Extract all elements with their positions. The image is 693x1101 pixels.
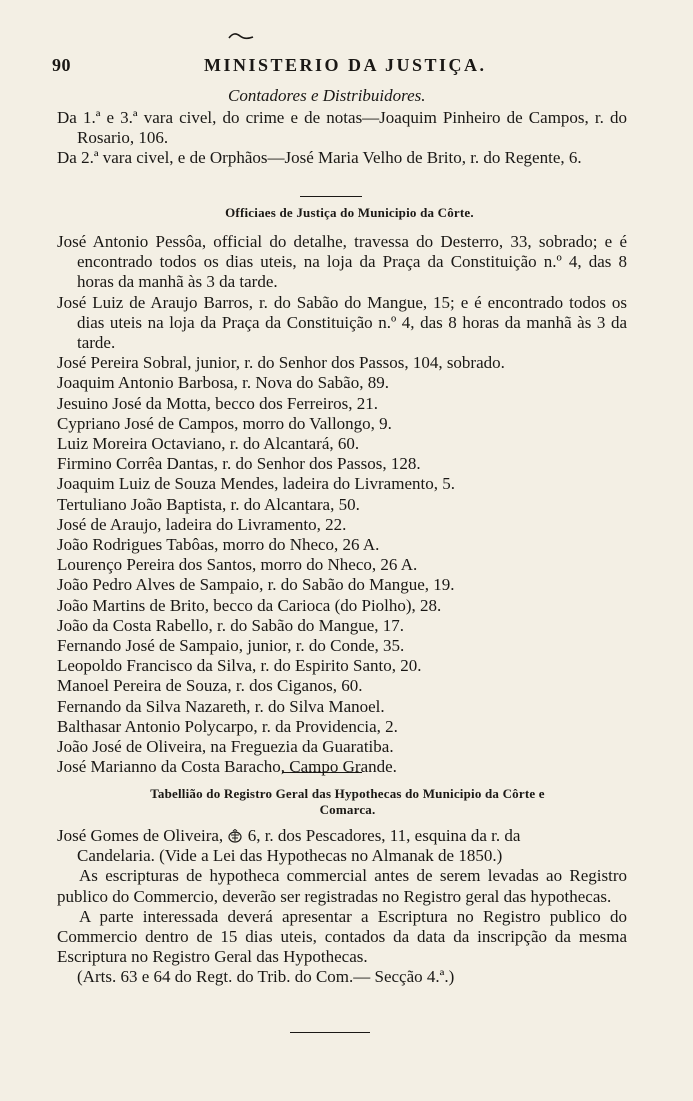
section-title-line: Comarca. — [319, 802, 376, 817]
list-item: Fernando da Silva Nazareth, r. do Silva Manoel. — [57, 696, 385, 716]
list-item: Fernando José de Sampaio, junior, r. do Conde, 35. — [57, 636, 405, 656]
list-item: Joaquim Luiz de Souza Mendes, ladeira do Livramento, 5. — [57, 474, 455, 494]
list-item: Luiz Moreira Octaviano, r. do Alcantará, 60. — [57, 434, 360, 454]
list-item: Joaquim Antonio Barbosa, r. Nova do Sabão, 89. — [57, 373, 389, 393]
registrar-name: José Gomes de Oliveira, — [57, 826, 224, 845]
tabelliao-body — [57, 826, 627, 988]
divider — [282, 772, 362, 773]
list-item: Cypriano José de Campos, morro do Vallongo, 9. — [57, 413, 392, 433]
list-item: Firmino Corrêa Dantas, r. do Senhor dos Passos, 128. — [57, 454, 421, 474]
divider — [290, 1032, 370, 1033]
chapter-title: MINISTERIO DA JUSTIÇA. — [204, 55, 487, 75]
list-item: José de Araujo, ladeira do Livramento, 22. — [57, 514, 347, 534]
list-item: Leopoldo Francisco da Silva, r. do Espirito Santo, 20. — [57, 656, 422, 676]
list-item: José Antonio Pessôa, official do detalhe, travessa do Desterro, 33, sobrado; e é encontrado todos os dias uteis, na loja da Praça da Constituição n.º 4, das 8 horas da manhã às 3 da tarde. — [57, 232, 627, 292]
paragraph: A parte interessada deverá apresentar a Escriptura no Registro publico do Commercio dentro de 15 dias uteis, contados da data da inscripção da mesma Escriptura no Registro Geral das Hypothecas. — [57, 906, 627, 967]
list-item: João Rodrigues Tabôas, morro do Nheco, 26 A. — [57, 535, 380, 555]
ornament-icon — [228, 30, 254, 42]
list-item: João da Costa Rabello, r. do Sabão do Mangue, 17. — [57, 615, 405, 635]
divider — [300, 196, 362, 197]
section-title-officiaes: Officiaes de Justiça do Municipio da Côrte. — [225, 205, 474, 220]
list-item: Da 2.ª vara civel, e de Orphãos—José Maria Velho de Brito, r. do Regente, 6. — [57, 148, 582, 168]
registrar-entry-line: Candelaria. (Vide a Lei das Hypothecas no Almanak de 1850.) — [77, 846, 503, 866]
list-item: Lourenço Pereira dos Santos, morro do Nheco, 26 A. — [57, 555, 418, 575]
list-item: José Luiz de Araujo Barros, r. do Sabão do Mangue, 15; e é encontrado todos os dias uteis na loja da Praça da Constituição n.º 4, das 8 horas da manhã às 3 da tarde. — [57, 292, 627, 353]
section-subheading: Contadores e Distribuidores. — [228, 86, 426, 105]
list-item: João Martins de Brito, becco da Carioca (do Piolho), 28. — [57, 595, 442, 615]
paragraph: As escripturas de hypotheca commercial antes de serem levadas ao Registro publico do Commercio, deverão ser registradas no Registro geral das hypothecas. — [57, 866, 627, 906]
registrar-entry — [57, 826, 627, 846]
section-title-tabelliao — [60, 786, 635, 818]
list-item: Balthasar Antonio Polycarpo, r. da Providencia, 2. — [57, 716, 398, 736]
seal-icon — [227, 829, 243, 843]
contadores-list — [57, 108, 627, 169]
officiaes-list — [57, 232, 627, 777]
running-header — [52, 55, 637, 81]
list-item: Tertuliano João Baptista, r. do Alcantara, 50. — [57, 494, 360, 514]
list-item: João Pedro Alves de Sampaio, r. do Sabão do Mangue, 19. — [57, 575, 455, 595]
list-item: José Pereira Sobral, junior, r. do Senhor dos Passos, 104, sobrado. — [57, 353, 505, 373]
registrar-address: 6, r. dos Pescadores, 11, esquina da r. da — [247, 826, 521, 845]
list-item: Jesuino José da Motta, becco dos Ferreiros, 21. — [57, 393, 379, 413]
legal-reference: (Arts. 63 e 64 do Regt. do Trib. do Com.— Secção 4.ª.) — [77, 967, 455, 987]
list-item: Da 1.ª e 3.ª vara civel, do crime e de notas—Joaquim Pinheiro de Campos, r. do Rosario, 106. — [57, 108, 627, 148]
list-item: Manoel Pereira de Souza, r. dos Ciganos, 60. — [57, 676, 363, 696]
list-item: João José de Oliveira, na Freguezia da Guaratiba. — [57, 737, 394, 757]
list-item: José Marianno da Costa Baracho, Campo Grande. — [57, 757, 397, 777]
page-number: 90 — [52, 55, 71, 75]
section-title-line: Tabellião do Registro Geral das Hypothecas do Municipio da Côrte e — [150, 786, 545, 801]
